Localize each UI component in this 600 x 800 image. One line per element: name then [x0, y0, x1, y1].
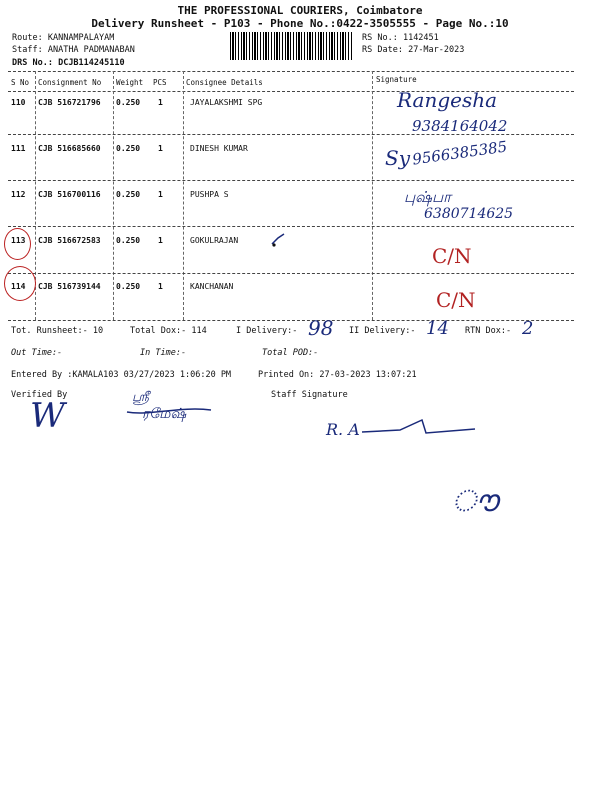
verified-by-label: Verified By — [11, 390, 68, 400]
route-value: KANNAMPALAYAM — [47, 33, 115, 43]
company-name: THE PROFESSIONAL COURIERS, Coimbatore — [177, 4, 423, 17]
col-header-pcs: PCS — [153, 78, 167, 87]
cell-weight: 0.250 — [116, 236, 141, 245]
cell-consignee: DINESH KUMAR — [190, 144, 248, 153]
cell-sno: 114 — [11, 282, 26, 291]
staff-label: Staff: — [12, 45, 43, 55]
table-top-rule — [8, 71, 574, 72]
staff-handwritten-signature: R. A — [326, 420, 360, 439]
ink-tick-mark — [270, 232, 286, 248]
rtn-dox-count: 2 — [522, 318, 534, 339]
total-pod: Total POD:- — [262, 348, 319, 358]
verifier-signature-line2: ரமேஷ் — [142, 406, 187, 422]
runsheet-title: Delivery Runsheet - P103 - Phone No.:0422-3505555 - Page No.:10 — [91, 17, 509, 30]
cell-consignment: CJB 516672583 — [38, 236, 101, 245]
total-runsheet: Tot. Runsheet:- 10 — [11, 326, 104, 336]
cell-sno: 112 — [11, 190, 26, 199]
staff-signature-label: Staff Signature — [271, 390, 348, 400]
receiver-phone-note: 6380714625 — [424, 206, 514, 222]
cell-weight: 0.250 — [116, 98, 141, 107]
col-divider — [113, 71, 114, 320]
route-row — [12, 33, 114, 43]
cell-consignment: CJB 516700116 — [38, 190, 101, 199]
cell-pcs: 1 — [158, 98, 163, 107]
table-bottom-rule — [8, 320, 574, 321]
row-separator — [8, 273, 574, 274]
cell-consignee: KANCHANAN — [190, 282, 234, 291]
drs-row — [12, 58, 125, 68]
col-header-weight: Weight — [116, 78, 144, 87]
row-separator — [8, 226, 574, 227]
verifier-signature-line1: ஸ்ரீ — [132, 390, 149, 405]
delivery-signature: Sy — [385, 146, 410, 170]
cell-weight: 0.250 — [116, 190, 141, 199]
cell-consignment: CJB 516739144 — [38, 282, 101, 291]
col-header-consignee: Consignee Details — [186, 78, 263, 87]
cell-sno: 113 — [11, 236, 26, 245]
cell-weight: 0.250 — [116, 144, 141, 153]
ii-delivery-count: 14 — [426, 318, 449, 339]
total-dox: Total Dox:- 114 — [130, 326, 207, 336]
cell-consignee: JAYALAKSHMI SPG — [190, 98, 263, 107]
staff-signature-stroke — [360, 418, 480, 438]
cell-pcs: 1 — [158, 236, 163, 245]
drs-value: DCJB114245110 — [58, 58, 125, 68]
printed-on: Printed On: 27-03-2023 13:07:21 — [258, 370, 417, 380]
entered-by: Entered By :KAMALA103 03/27/2023 1:06:20 PM — [11, 370, 232, 380]
col-divider — [183, 71, 184, 320]
cell-pcs: 1 — [158, 190, 163, 199]
page-initial-mark: ൗ — [452, 484, 498, 519]
rs-no-row — [362, 33, 439, 43]
drs-label: DRS No.: — [12, 58, 53, 68]
cell-weight: 0.250 — [116, 282, 141, 291]
row-separator — [8, 134, 574, 135]
cell-sno: 111 — [11, 144, 26, 153]
out-time: Out Time:- — [11, 348, 63, 358]
col-header-signature: Signature — [376, 75, 417, 84]
signature-underline-stroke — [125, 404, 215, 418]
receiver-phone-note: 9384164042 — [412, 117, 508, 135]
i-delivery-count: 98 — [308, 316, 334, 340]
rs-date-row — [362, 45, 464, 55]
i-delivery-label: I Delivery:- — [236, 326, 298, 336]
cell-consignment: CJB 516685660 — [38, 144, 101, 153]
delivery-signature: புஷ்பா — [404, 188, 451, 206]
cell-consignee: GOKULRAJAN — [190, 236, 239, 245]
rs-no-value: 1142451 — [402, 33, 439, 43]
delivery-signature: Rangesha — [397, 88, 498, 112]
cell-pcs: 1 — [158, 144, 163, 153]
undelivered-mark: C/N — [436, 288, 476, 312]
rs-date-label: RS Date: — [362, 45, 403, 55]
col-divider — [372, 71, 373, 320]
cell-consignment: CJB 516721796 — [38, 98, 101, 107]
rs-no-label: RS No.: — [362, 33, 398, 43]
verifier-initial-signature: W — [30, 396, 65, 436]
cell-pcs: 1 — [158, 282, 163, 291]
staff-row — [12, 45, 135, 55]
rtn-dox-label: RTN Dox:- — [465, 326, 512, 336]
col-header-consignment: Consignment No — [38, 78, 102, 87]
receiver-phone-note: 9566385385 — [411, 137, 509, 169]
in-time: In Time:- — [140, 348, 187, 358]
row-separator — [8, 180, 574, 181]
rs-date-value: 27-Mar-2023 — [408, 45, 465, 55]
cell-consignee: PUSHPA S — [190, 190, 229, 199]
route-label: Route: — [12, 33, 43, 43]
cell-sno: 110 — [11, 98, 26, 107]
col-header-sno: S No — [11, 78, 30, 87]
ii-delivery-label: II Delivery:- — [349, 326, 416, 336]
undelivered-mark: C/N — [432, 244, 472, 268]
barcode — [230, 32, 352, 60]
staff-value: ANATHA PADMANABAN — [47, 45, 135, 55]
